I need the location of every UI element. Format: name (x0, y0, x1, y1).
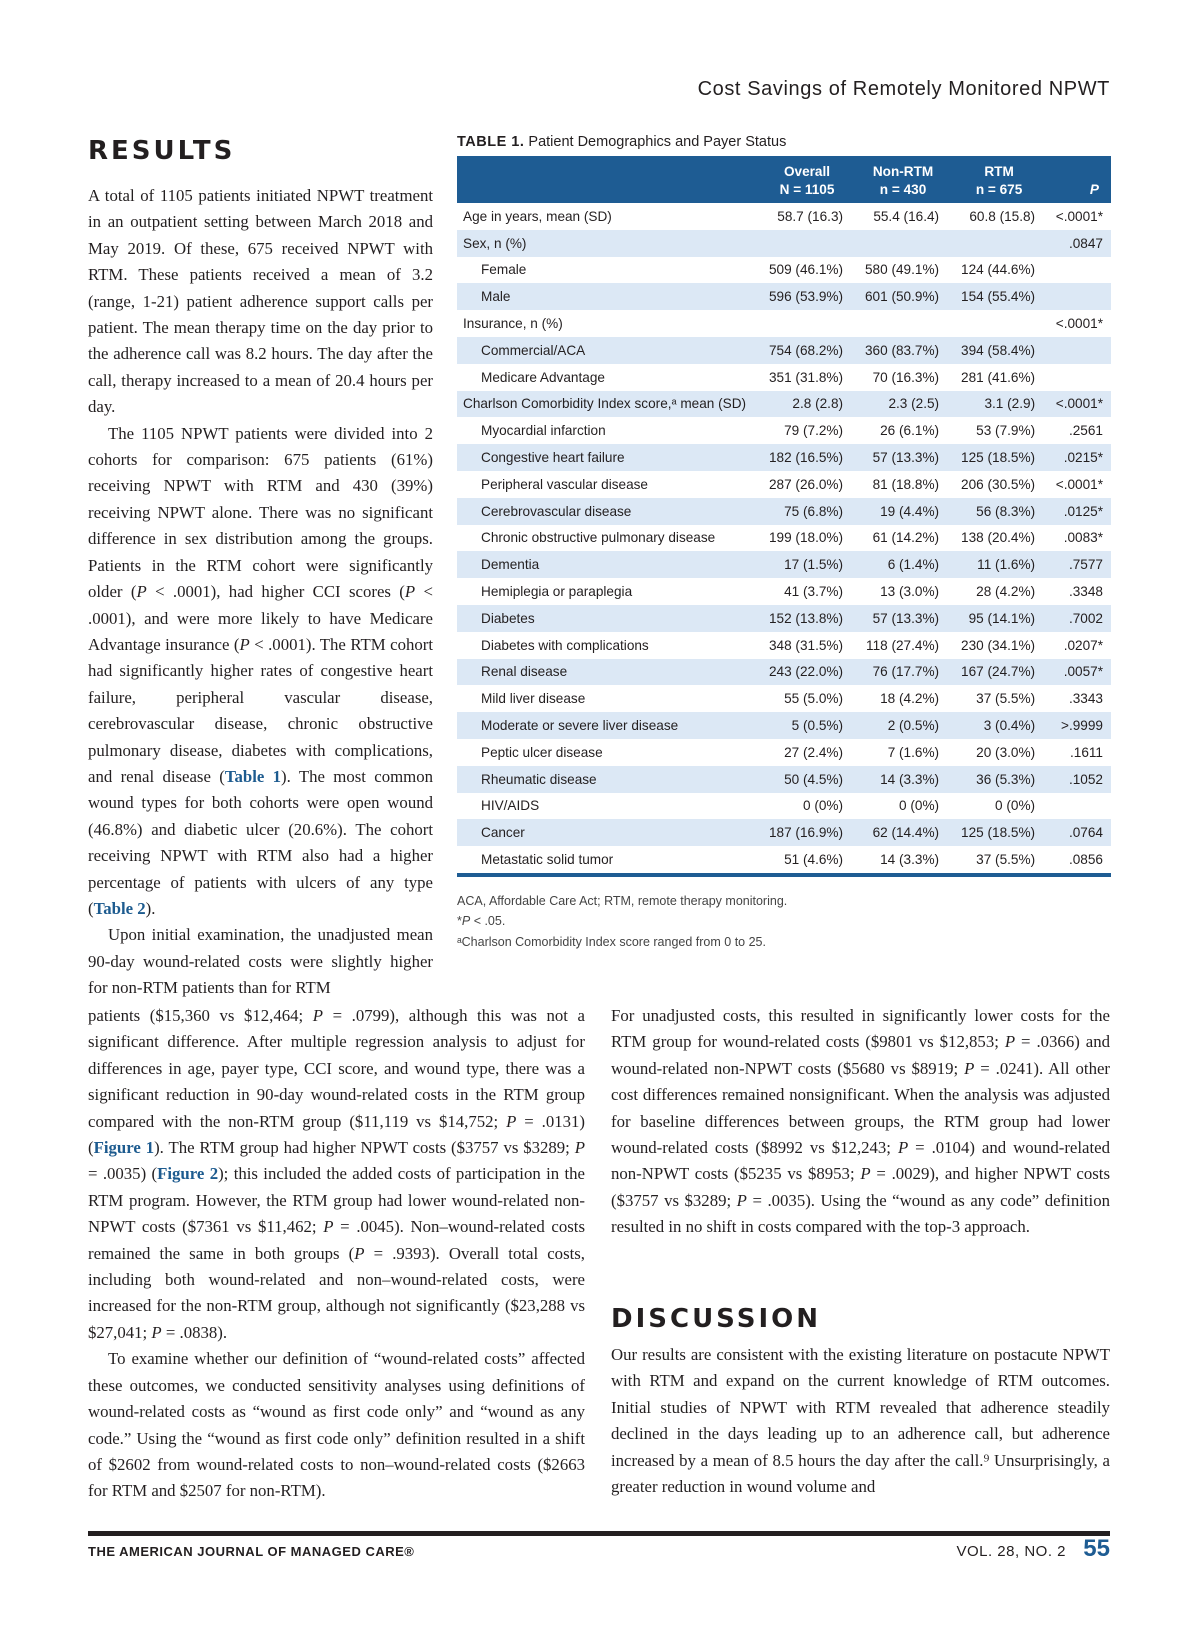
table-row (457, 846, 1111, 875)
results-paragraph-1: A total of 1105 patients initiated NPWT treatment in an outpatient setting between March 2018 and May 2019. Of these, 675 received NPWT with RTM. These patients received a mean of 3.2 (range, 1-21) patient adherence support calls per patient. The mean therapy time on the day prior to the adherence call was 8.2 hours. The day after the call, therapy increased to a mean of 20.4 hours per day. (88, 186, 433, 417)
cell-overall: 199 (18.0%) (768, 530, 844, 546)
table-row (457, 551, 1111, 578)
results-paragraph-4: To examine whether our definition of “wound-related costs” affected these outcomes, we conducted sensitivity analyses using definitions of wound-related costs as “wound as first code only” and “wound as any code.” Using the “wound as first code only” definition resulted in a shift of $2602 from wound-related costs to non–wound-related costs ($2663 for RTM and $2507 for non-RTM). (88, 1349, 585, 1501)
cell-rtm: 11 (1.6%) (977, 557, 1036, 573)
cell-rtm: 37 (5.5%) (976, 691, 1036, 707)
cell-overall: 79 (7.2%) (784, 423, 844, 439)
cell-nonrtm (855, 230, 951, 257)
row-label: Diabetes with complications (481, 637, 649, 653)
cell-overall: 75 (6.8%) (784, 503, 844, 519)
row-label: Moderate or severe liver disease (481, 718, 679, 734)
cell-p-value: .1611 (1069, 744, 1103, 760)
cell-overall: 17 (1.5%) (784, 557, 844, 573)
cell-nonrtm: 2.3 (2.5) (888, 396, 940, 412)
table-row (457, 632, 1111, 659)
cell-rtm: 230 (34.1%) (961, 637, 1036, 653)
cell-nonrtm: 18 (4.2%) (880, 691, 940, 707)
cell-rtm: 3 (0.4%) (983, 718, 1036, 734)
cell-rtm: 37 (5.5%) (951, 846, 1047, 875)
row-label: Sex, n (%) (463, 235, 527, 251)
table-row (457, 659, 1111, 686)
row-label: Commercial/ACA (481, 342, 586, 358)
row-label: HIV/AIDS (481, 798, 540, 814)
text-run: = .0241). All other cost differences remained nonsignificant. When the analysis was adjusted for baseline differences between groups, the RTM group had lower wound-related costs ($8992 vs $12,243; (611, 1058, 1110, 1158)
table-1-block (457, 134, 1111, 952)
header-overall: Overall N = 1105 (779, 164, 835, 197)
cell-p-value: .0057* (1063, 664, 1103, 680)
cell-overall: 351 (31.8%) (768, 369, 844, 385)
p-symbol: P (151, 1322, 162, 1342)
cell-overall: 27 (2.4%) (784, 744, 844, 760)
text-run: ); this included the added costs of participation in the RTM program. However, the RTM group had lower wound-related non-NPWT costs ($7361 vs $11,462; (88, 1164, 585, 1237)
cell-rtm (951, 230, 1047, 257)
cell-p-value: .0847 (1068, 235, 1103, 251)
table-note-abbrev: ACA, Affordable Care Act; RTM, remote therapy monitoring. (457, 893, 788, 908)
cell-p-value: >.9999 (1061, 718, 1103, 734)
table-body (457, 203, 1111, 875)
header-nonrtm: Non-RTM n = 430 (872, 164, 934, 197)
text-run: = .0029), and higher NPWT costs ($3757 vs $3289; (611, 1164, 1110, 1210)
cell-rtm: 28 (4.2%) (976, 584, 1036, 600)
table-title: Patient Demographics and Payer Status (524, 134, 787, 150)
figure-1-link[interactable]: Figure 1 (93, 1138, 155, 1158)
cell-nonrtm: 62 (14.4%) (872, 825, 940, 841)
cell-overall: 5 (0.5%) (791, 718, 844, 734)
table-row (457, 685, 1111, 712)
row-label: Rheumatic disease (481, 771, 597, 787)
cell-nonrtm: 70 (16.3%) (872, 369, 940, 385)
p-symbol: P (860, 1164, 871, 1184)
cell-p-value: .0856 (1047, 846, 1111, 875)
text-run: The 1105 NPWT patients were divided into 2 cohorts for comparison: 675 patients (61%) receiving NPWT with RTM and 430 (39%) receiving NPWT alone. There was no significant difference in sex distribution among the groups. Patients in the RTM cohort were significantly older ( (88, 423, 433, 602)
cell-nonrtm: 19 (4.4%) (880, 503, 940, 519)
table-number: TABLE 1. (457, 134, 525, 150)
p-symbol: P (239, 634, 250, 654)
p-symbol: P (354, 1243, 365, 1263)
cell-nonrtm: 2 (0.5%) (887, 718, 940, 734)
cell-overall: 754 (68.2%) (768, 342, 844, 358)
cell-nonrtm: 55.4 (16.4) (873, 208, 940, 224)
results-column-top (88, 183, 433, 1002)
demographics-table (457, 156, 1111, 877)
results-paragraph-3-start: Upon initial examination, the unadjusted mean 90-day wound-related costs were slightly higher for non-RTM patients than for RTM (88, 925, 433, 998)
row-label: Female (481, 262, 527, 278)
text-run: = .0104) and wound-related non-NPWT costs ($5235 vs $8953; (611, 1138, 1110, 1184)
row-label: Charlson Comorbidity Index score,ᵃ mean (SD) (463, 396, 747, 412)
cell-p-value: .3348 (1068, 584, 1103, 600)
table-row (457, 739, 1111, 766)
text-run: = .0131) ( (88, 1111, 586, 1158)
table-row (457, 203, 1111, 230)
table-row (457, 471, 1111, 498)
table-row (457, 391, 1111, 418)
cell-overall: 0 (0%) (802, 798, 844, 814)
table-row (457, 712, 1111, 739)
cell-overall: 509 (46.1%) (768, 262, 844, 278)
table-notes (457, 891, 1111, 953)
table-row (457, 605, 1111, 632)
text-run: < .0001), and were more likely to have Medicare Advantage insurance ( (88, 582, 433, 654)
cell-p-value: .1052 (1068, 771, 1103, 787)
cell-overall: 243 (22.0%) (768, 664, 844, 680)
cell-p-value: .3343 (1068, 691, 1103, 707)
cell-overall: 596 (53.9%) (768, 289, 844, 305)
row-label: Dementia (481, 557, 540, 573)
cell-nonrtm (855, 310, 951, 337)
p-symbol: P (312, 1006, 324, 1025)
cell-p-value: .0764 (1068, 825, 1103, 841)
cell-nonrtm: 580 (49.1%) (865, 262, 940, 278)
text-run: < .0001). The RTM cohort had significantly higher rates of congestive heart failure, peripheral vascular disease, cerebrovascular disease, chronic obstructive pulmonary disease, diabetes with complications, and renal disease ( (88, 634, 434, 786)
cell-nonrtm: 601 (50.9%) (865, 289, 940, 305)
cell-overall: 152 (13.8%) (768, 610, 844, 626)
row-label: Male (481, 289, 511, 305)
cell-p-value: .0215* (1063, 450, 1103, 466)
text-run: = .0045). Non–wound-related costs remained the same in both groups ( (88, 1217, 585, 1263)
results-heading: RESULTS (88, 136, 236, 166)
cell-overall: 55 (5.0%) (784, 691, 844, 707)
table-row (457, 498, 1111, 525)
cell-p-value: .2561 (1068, 423, 1103, 439)
text-run: ). (145, 898, 156, 918)
cell-overall: 41 (3.7%) (784, 584, 844, 600)
cell-overall: 50 (4.5%) (784, 771, 844, 787)
results-paragraph-3-cont (88, 1003, 585, 1346)
cell-p-value (1047, 793, 1111, 820)
discussion-column (611, 1342, 1110, 1500)
p-symbol: P (1004, 1032, 1016, 1052)
table-row (457, 364, 1111, 391)
cell-nonrtm: 76 (17.7%) (872, 664, 940, 680)
cell-overall: 58.7 (16.3) (777, 208, 844, 224)
cell-nonrtm: 26 (6.1%) (880, 423, 940, 439)
table-row (457, 444, 1111, 471)
p-symbol: P (964, 1058, 975, 1078)
cell-p-value: <.0001* (1055, 396, 1103, 412)
cell-rtm: 36 (5.3%) (976, 771, 1036, 787)
results-column-bottom (88, 1003, 585, 1505)
cell-nonrtm: 57 (13.3%) (872, 610, 940, 626)
footer-rule (88, 1531, 1110, 1536)
cell-rtm: 167 (24.7%) (961, 664, 1036, 680)
cell-overall: 2.8 (2.8) (792, 396, 844, 412)
cell-p-value: .0083* (1063, 530, 1103, 546)
text-run: = .9393). Overall total costs, including both wound-related and non–wound-related costs, were increased for the non-RTM group, although not significantly ($23,288 vs $27,041; (88, 1243, 585, 1342)
table-row (457, 230, 1111, 257)
cell-rtm: 138 (20.4%) (961, 530, 1036, 546)
row-label: Insurance, n (%) (463, 316, 563, 332)
text-run: For unadjusted costs, this resulted in significantly lower costs for the RTM group for wound-related costs ($9801 vs $12,853; (611, 1006, 1110, 1052)
row-label: Medicare Advantage (481, 369, 605, 385)
cell-p-value: .0207* (1063, 637, 1103, 653)
table-row (457, 793, 1111, 820)
discussion-heading: DISCUSSION (611, 1304, 821, 1334)
p-symbol: P (574, 1138, 585, 1158)
cell-rtm: 0 (0%) (995, 798, 1036, 814)
text-run: < .0001), had higher CCI scores ( (146, 582, 405, 602)
table-row (457, 578, 1111, 605)
footer-journal: THE AMERICAN JOURNAL OF MANAGED CARE® (88, 1544, 415, 1559)
header-rtm: RTM n = 675 (975, 164, 1023, 197)
table-note-footnote-a: ᵃCharlson Comorbidity Index score ranged from 0 to 25. (457, 934, 766, 949)
cell-nonrtm: 14 (3.3%) (855, 846, 951, 875)
row-label: Peripheral vascular disease (481, 476, 648, 492)
cell-rtm: 3.1 (2.9) (984, 396, 1036, 412)
cell-rtm: 56 (8.3%) (976, 503, 1036, 519)
cell-rtm: 154 (55.4%) (961, 289, 1036, 305)
cell-p-value: .7002 (1068, 610, 1103, 626)
text-run: = .0838). (161, 1322, 228, 1342)
cell-rtm: 206 (30.5%) (961, 476, 1036, 492)
row-label: Age in years, mean (SD) (463, 208, 612, 224)
table-row (457, 819, 1111, 846)
text-run: = .0035) ( (88, 1164, 158, 1184)
cell-rtm: 60.8 (15.8) (969, 208, 1036, 224)
cell-nonrtm: 118 (27.4%) (866, 637, 940, 653)
cell-rtm (951, 310, 1047, 337)
cell-p-value: <.0001* (1055, 208, 1103, 224)
cell-p-value: .7577 (1068, 557, 1103, 573)
cell-nonrtm: 7 (1.6%) (887, 744, 940, 760)
row-label: Renal disease (481, 664, 568, 680)
cell-nonrtm: 61 (14.2%) (872, 530, 940, 546)
table-row (457, 310, 1111, 337)
cell-overall: 287 (26.0%) (768, 476, 844, 492)
cell-overall: 51 (4.6%) (759, 846, 855, 875)
row-label: Cancer (481, 825, 525, 841)
table-row (457, 257, 1111, 284)
footer-volume: VOL. 28, NO. 2 (956, 1543, 1066, 1560)
results-column-right (611, 1003, 1110, 1241)
table-2-link[interactable]: Table 2 (93, 898, 146, 918)
cell-nonrtm: 0 (0%) (899, 798, 940, 814)
table-caption (457, 134, 1111, 150)
cell-rtm: 125 (18.5%) (961, 450, 1036, 466)
text-run: patients ($15,360 vs $12,464; (88, 1006, 313, 1025)
cell-rtm: 53 (7.9%) (976, 423, 1036, 439)
running-head: Cost Savings of Remotely Monitored NPWT (697, 78, 1110, 100)
p-symbol: P (323, 1217, 334, 1237)
cell-rtm: 20 (3.0%) (976, 744, 1036, 760)
text-run: = .0035). Using the “wound as any code” definition resulted in no shift in costs compared with the top-3 approach. (611, 1190, 1110, 1237)
cell-overall: 348 (31.5%) (768, 637, 844, 653)
p-symbol: P (136, 582, 147, 602)
table-1-link[interactable]: Table 1 (224, 766, 282, 786)
cell-nonrtm: 57 (13.3%) (872, 450, 940, 466)
row-label: Peptic ulcer disease (481, 744, 603, 760)
cell-rtm: 125 (18.5%) (961, 825, 1036, 841)
text-run: = .0799), although this was not a significant difference. After multiple regression analysis to adjust for differences in age, payer type, CCI score, and wound type, there was a significant reduction in 90-day wound-related costs in the RTM group compared with the non-RTM group ($11,119 vs $14,752; (88, 1006, 585, 1131)
page-number: 55 (1083, 1535, 1110, 1562)
cell-overall (759, 310, 855, 337)
table-header-row (457, 156, 1111, 203)
header-label-cell (457, 156, 759, 203)
table-row (457, 766, 1111, 793)
discussion-paragraph-1: Our results are consistent with the existing literature on postacute NPWT with RTM and expand on the current knowledge of RTM outcomes. Initial studies of NPWT with RTM revealed that adherence steadily declined in the days leading up to an adherence call, but adherence increased by a mean of 8.5 hours the day after the call.⁹ Unsurprisingly, a greater reduction in wound volume and (611, 1345, 1110, 1497)
cell-p-value (1047, 364, 1111, 391)
cell-nonrtm: 360 (83.7%) (865, 342, 940, 358)
text-run: = .0366) and wound-related non-NPWT costs ($5680 vs $8919; (611, 1032, 1110, 1078)
cell-overall: 187 (16.9%) (768, 825, 844, 841)
figure-2-link[interactable]: Figure 2 (157, 1164, 219, 1184)
row-label: Metastatic solid tumor (457, 846, 759, 875)
cell-p-value (1047, 283, 1111, 310)
p-symbol: P (404, 582, 416, 602)
table-row (457, 525, 1111, 552)
cell-overall (759, 230, 855, 257)
results-paragraph-2 (88, 421, 433, 923)
p-symbol: P (506, 1111, 517, 1131)
row-label: Congestive heart failure (481, 450, 625, 466)
row-label: Chronic obstructive pulmonary disease (481, 530, 716, 546)
cell-nonrtm: 6 (1.4%) (887, 557, 940, 573)
cell-p-value: <.0001* (1055, 476, 1103, 492)
row-label: Hemiplegia or paraplegia (481, 584, 633, 600)
p-symbol: P (897, 1138, 909, 1158)
row-label: Myocardial infarction (481, 423, 606, 439)
cell-rtm: 95 (14.1%) (968, 610, 1036, 626)
cell-p-value: <.0001* (1055, 316, 1103, 332)
row-label: Cerebrovascular disease (481, 503, 632, 519)
cell-p-value (1047, 337, 1111, 364)
header-p: P (1089, 182, 1099, 197)
row-label: Mild liver disease (481, 691, 586, 707)
cell-nonrtm: 81 (18.8%) (872, 476, 940, 492)
p-symbol: P (736, 1190, 747, 1210)
table-row (457, 417, 1111, 444)
cell-rtm: 281 (41.6%) (961, 369, 1036, 385)
table-row (457, 337, 1111, 364)
table-row (457, 283, 1111, 310)
text-run: ). The most common wound types for both cohorts were open wound (46.8%) and diabetic ulcer (20.6%). The cohort receiving NPWT with RTM also had a higher percentage of patients with ulcers of any type ( (88, 766, 433, 918)
cell-rtm: 394 (58.4%) (961, 342, 1036, 358)
results-paragraph-5 (611, 1003, 1110, 1241)
cell-p-value: .0125* (1063, 503, 1103, 519)
cell-rtm: 124 (44.6%) (961, 262, 1036, 278)
cell-overall: 182 (16.5%) (768, 450, 844, 466)
cell-nonrtm: 14 (3.3%) (880, 771, 940, 787)
cell-nonrtm: 13 (3.0%) (880, 584, 940, 600)
table-note-significance: *P < .05. (457, 914, 506, 929)
cell-p-value (1047, 257, 1111, 284)
text-run: ). The RTM group had higher NPWT costs ($3757 vs $3289; (154, 1138, 575, 1158)
row-label: Diabetes (481, 610, 535, 626)
